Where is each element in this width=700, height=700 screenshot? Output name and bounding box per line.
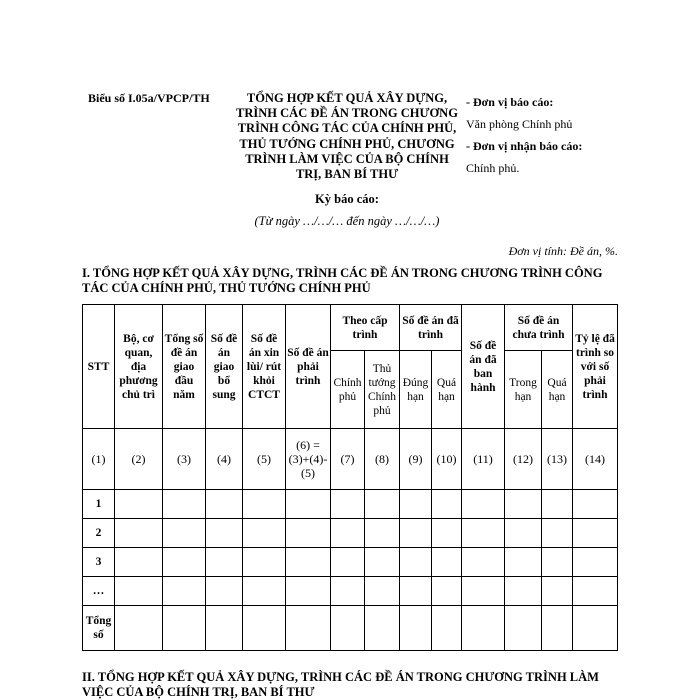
- table-row: [83, 548, 618, 577]
- header-ratio: Tỷ lệ đã trình so với số phải trình: [573, 305, 618, 429]
- column-number-cell: (5): [243, 429, 286, 490]
- table-cell[interactable]: [286, 577, 331, 606]
- column-number-cell: (12): [505, 429, 542, 490]
- column-number-cell: (9): [400, 429, 432, 490]
- header-must-submit: Số đề án phải trình: [286, 305, 331, 429]
- reporting-unit-label: - Đơn vị báo cáo:: [466, 95, 554, 109]
- table-cell[interactable]: [573, 577, 618, 606]
- table-cell[interactable]: [432, 519, 462, 548]
- header-postponed: Số đề án xin lùi/ rút khỏi CTCT: [243, 305, 286, 429]
- table-cell[interactable]: [462, 490, 505, 519]
- table-row: [83, 519, 618, 548]
- column-number-row: [83, 429, 618, 490]
- table-cell[interactable]: [115, 577, 163, 606]
- column-number-cell: (3): [163, 429, 206, 490]
- section-2-heading: II. TỔNG HỢP KẾT QUẢ XÂY DỰNG, TRÌNH CÁC ĐỀ ÁN TRONG CHƯƠNG TRÌNH LÀM VIỆC CỦA BỘ CHÍNH TRỊ, BAN BÍ THƯ: [82, 670, 599, 699]
- table-cell[interactable]: [400, 519, 432, 548]
- table-row: [83, 490, 618, 519]
- header-ministry: Bộ, cơ quan, địa phương chủ trì: [115, 305, 163, 429]
- table-cell[interactable]: [400, 490, 432, 519]
- table-cell[interactable]: [331, 548, 365, 577]
- header-not-submitted-group: Số đề án chưa trình: [505, 305, 573, 351]
- table-cell[interactable]: [432, 548, 462, 577]
- table-cell[interactable]: [462, 519, 505, 548]
- table-cell[interactable]: [331, 577, 365, 606]
- receiving-unit-label: - Đơn vị nhận báo cáo:: [466, 139, 583, 153]
- table-cell[interactable]: [206, 490, 243, 519]
- header-supplemented: Số đề án giao bổ sung: [206, 305, 243, 429]
- table-cell[interactable]: [505, 548, 542, 577]
- reporting-unit-value: Văn phòng Chính phủ: [466, 117, 573, 131]
- form-code: Biểu số I.05a/VPCP/TH: [88, 91, 210, 105]
- column-number-cell: (7): [331, 429, 365, 490]
- table-cell[interactable]: [542, 519, 573, 548]
- header-issued: Số đề án đã ban hành: [462, 305, 505, 429]
- table-cell[interactable]: [365, 490, 400, 519]
- column-number-cell: (4): [206, 429, 243, 490]
- section-1-heading: I. TỔNG HỢP KẾT QUẢ XÂY DỰNG, TRÌNH CÁC ĐỀ ÁN TRONG CHƯƠNG TRÌNH CÔNG TÁC CỦA CHÍNH PHỦ, THỦ TƯỚNG CHÍNH PHỦ: [82, 266, 603, 295]
- table-cell[interactable]: [331, 519, 365, 548]
- column-number-cell: (10): [432, 429, 462, 490]
- table-cell[interactable]: [432, 577, 462, 606]
- table-cell[interactable]: [573, 606, 618, 651]
- table-cell[interactable]: [163, 490, 206, 519]
- table-cell[interactable]: [206, 606, 243, 651]
- table-cell[interactable]: [206, 577, 243, 606]
- row-number: 1: [83, 490, 115, 519]
- report-table: [82, 304, 618, 651]
- table-cell[interactable]: [365, 519, 400, 548]
- header-level-pm: Thủ tướng Chính phủ: [365, 351, 400, 429]
- unit-note: Đơn vị tính: Đề án, %.: [508, 244, 618, 258]
- table-cell[interactable]: [542, 548, 573, 577]
- table-cell[interactable]: [243, 577, 286, 606]
- column-number-cell: (6) = (3)+(4)-(5): [286, 429, 331, 490]
- table-cell[interactable]: [462, 577, 505, 606]
- table-cell[interactable]: [365, 548, 400, 577]
- table-cell[interactable]: [542, 606, 573, 651]
- period-label: Kỳ báo cáo:: [315, 192, 379, 206]
- table-cell[interactable]: [206, 519, 243, 548]
- table-cell[interactable]: [115, 606, 163, 651]
- column-number-cell: (13): [542, 429, 573, 490]
- column-number-cell: (8): [365, 429, 400, 490]
- table-cell[interactable]: [505, 490, 542, 519]
- header-submitted-group: Số đề án đã trình: [400, 305, 462, 351]
- header-not-submitted-late: Quá hạn: [542, 351, 573, 429]
- table-cell[interactable]: [331, 606, 365, 651]
- column-number-cell: (2): [115, 429, 163, 490]
- table-cell[interactable]: [243, 606, 286, 651]
- row-number: …: [83, 577, 115, 606]
- table-cell[interactable]: [573, 490, 618, 519]
- table-cell[interactable]: [115, 519, 163, 548]
- table-cell[interactable]: [400, 606, 432, 651]
- column-number-cell: (11): [462, 429, 505, 490]
- table-cell[interactable]: [286, 548, 331, 577]
- table-cell[interactable]: [163, 606, 206, 651]
- table-cell[interactable]: [432, 490, 462, 519]
- table-cell[interactable]: [400, 577, 432, 606]
- table-cell[interactable]: [163, 519, 206, 548]
- table-cell[interactable]: [115, 490, 163, 519]
- table-cell[interactable]: [505, 606, 542, 651]
- header-not-submitted-ontime: Trong hạn: [505, 351, 542, 429]
- column-number-cell: (1): [83, 429, 115, 490]
- table-cell[interactable]: [286, 490, 331, 519]
- table-cell[interactable]: [505, 519, 542, 548]
- column-number-cell: (14): [573, 429, 618, 490]
- document-title: TỔNG HỢP KẾT QUẢ XÂY DỰNG, TRÌNH CÁC ĐỀ ÁN TRONG CHƯƠNG TRÌNH CÔNG TÁC CỦA CHÍNH PHỦ, THỦ TƯỚNG CHÍNH PHỦ, CHƯƠNG TRÌNH LÀM VIỆC CỦA BỘ CHÍNH TRỊ, BAN BÍ THƯ: [236, 91, 458, 182]
- table-cell[interactable]: [163, 548, 206, 577]
- table-cell[interactable]: [286, 519, 331, 548]
- table-cell[interactable]: [331, 490, 365, 519]
- header-stt: STT: [83, 305, 115, 429]
- header-level-gov: Chính phủ: [331, 351, 365, 429]
- table-cell[interactable]: [505, 577, 542, 606]
- row-number: 2: [83, 519, 115, 548]
- table-cell[interactable]: [206, 548, 243, 577]
- table-cell[interactable]: [365, 577, 400, 606]
- header-level-group: Theo cấp trình: [331, 305, 400, 351]
- table-cell[interactable]: [462, 606, 505, 651]
- header-submitted-late: Quá hạn: [432, 351, 462, 429]
- table-cell[interactable]: [432, 606, 462, 651]
- total-row: [83, 606, 618, 651]
- header-total-assigned: Tổng số đề án giao đầu năm: [163, 305, 206, 429]
- table-cell[interactable]: [115, 548, 163, 577]
- table-cell[interactable]: [573, 519, 618, 548]
- table-row: [83, 577, 618, 606]
- table-cell[interactable]: [573, 548, 618, 577]
- reporting-info: [466, 91, 666, 179]
- table-cell[interactable]: [163, 577, 206, 606]
- total-label: Tổng số: [83, 606, 115, 651]
- table-cell[interactable]: [243, 490, 286, 519]
- table-cell[interactable]: [462, 548, 505, 577]
- row-number: 3: [83, 548, 115, 577]
- table-cell[interactable]: [365, 606, 400, 651]
- period-range: (Từ ngày …/…/… đến ngày …/…/…): [254, 214, 440, 228]
- table-cell[interactable]: [400, 548, 432, 577]
- table-cell[interactable]: [542, 577, 573, 606]
- receiving-unit-value: Chính phủ.: [466, 161, 520, 175]
- table-cell[interactable]: [243, 519, 286, 548]
- table-cell[interactable]: [286, 606, 331, 651]
- table-cell[interactable]: [542, 490, 573, 519]
- table-cell[interactable]: [243, 548, 286, 577]
- header-submitted-ontime: Đúng hạn: [400, 351, 432, 429]
